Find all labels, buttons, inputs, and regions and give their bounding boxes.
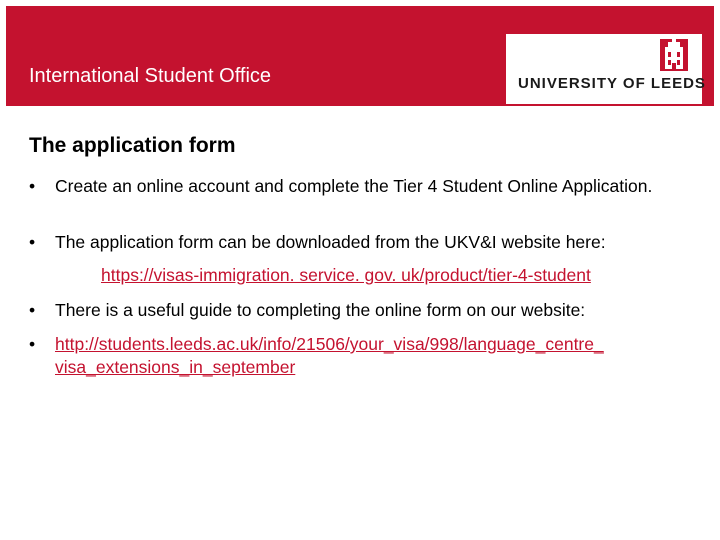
ukvi-url-line <box>101 264 591 287</box>
leeds-guide-link[interactable]: http://students.leeds.ac.uk/info/21506/your_visa/998/language_centre_ visa_extensions_in_september <box>55 334 604 377</box>
header-band <box>6 6 714 106</box>
ukvi-link[interactable]: https://visas-immigration. service. gov. uk/product/tier-4-student <box>101 265 591 285</box>
university-tower-icon <box>660 39 688 71</box>
office-title: International Student Office <box>29 65 272 87</box>
logo-wordmark: UNIVERSITY OF LEEDS <box>518 75 706 92</box>
bullet-glyph: • <box>29 232 36 252</box>
bullet-text: The application form can be downloaded from the UKV&I website here: <box>55 232 606 252</box>
bullet-text: Create an online account and complete the Tier 4 Student Online Application. <box>55 176 653 196</box>
bullet-text: There is a useful guide to completing the online form on our website: <box>55 300 586 320</box>
slide-title: The application form <box>29 134 236 157</box>
university-logo <box>506 34 706 104</box>
bullet-text <box>55 333 695 379</box>
bullet-glyph: • <box>29 300 36 320</box>
bullet-glyph: • <box>29 176 36 196</box>
bullet-glyph: • <box>29 334 36 354</box>
